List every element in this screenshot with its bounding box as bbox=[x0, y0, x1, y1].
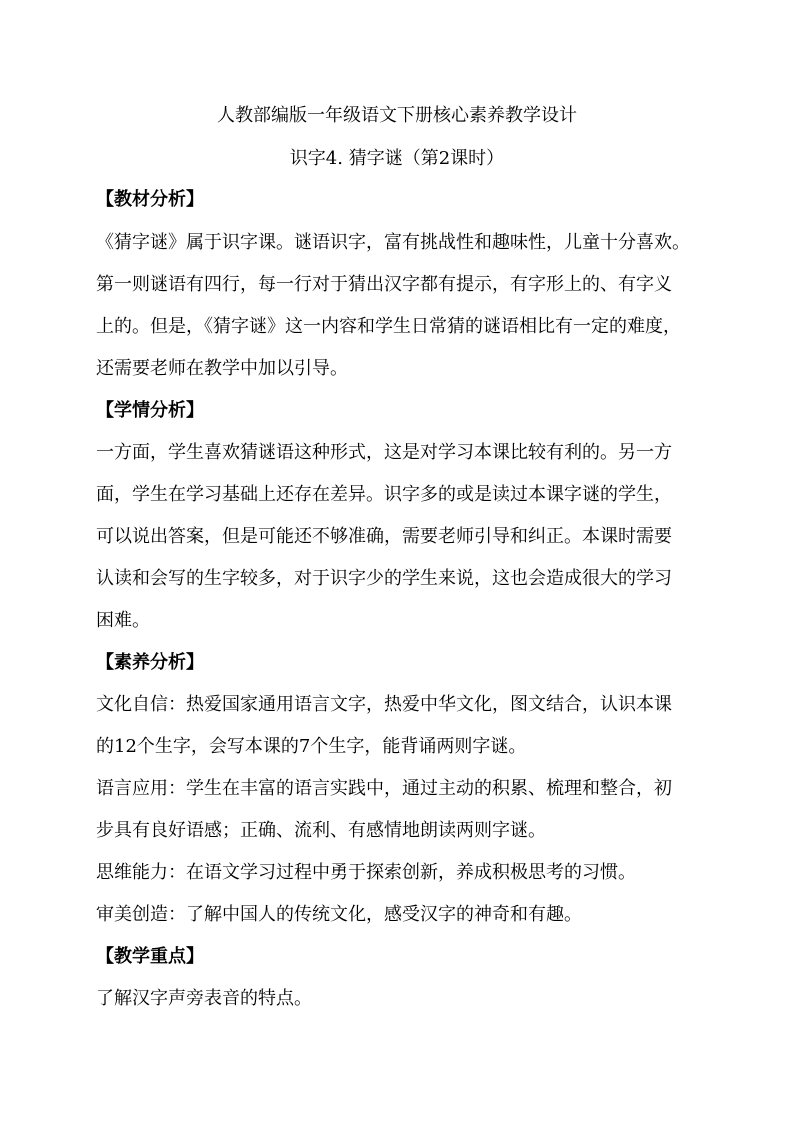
paragraph-line: 第一则谜语有四行，每一行对于猜出汉字都有提示，有字形上的、有字义 bbox=[96, 274, 672, 295]
paragraph-line: 《猜字谜》属于识字课。谜语识字，富有挑战性和趣味性，儿童十分喜欢。 bbox=[96, 232, 690, 253]
paragraph-line: 语言应用：学生在丰富的语言实践中，通过主动的积累、梳理和整合，初 bbox=[96, 778, 672, 799]
section-heading-teaching-focus: 【教学重点】 bbox=[96, 946, 204, 967]
section-heading-textbook-analysis: 【教材分析】 bbox=[96, 189, 204, 210]
paragraph-line: 审美创造：了解中国人的传统文化，感受汉字的神奇和有趣。 bbox=[96, 904, 582, 925]
paragraph-line: 可以说出答案，但是可能还不够准确，需要老师引导和纠正。本课时需要 bbox=[96, 526, 672, 547]
paragraph-line: 的12个生字，会写本课的7个生字，能背诵两则字谜。 bbox=[96, 736, 527, 757]
paragraph-line: 上的。但是，《猜字谜》这一内容和学生日常猜的谜语相比有一定的难度， bbox=[96, 316, 681, 337]
paragraph-line: 还需要老师在教学中加以引导。 bbox=[96, 358, 348, 379]
section-heading-literacy-analysis: 【素养分析】 bbox=[96, 652, 204, 673]
paragraph-line: 思维能力：在语文学习过程中勇于探索创新，养成积极思考的习惯。 bbox=[96, 862, 636, 883]
paragraph-line: 文化自信：热爱国家通用语言文字，热爱中华文化，图文结合，认识本课 bbox=[96, 694, 672, 715]
paragraph-line: 认读和会写的生字较多，对于识字少的学生来说，这也会造成很大的学习 bbox=[96, 568, 672, 589]
document-title: 人教部编版一年级语文下册核心素养教学设计 bbox=[217, 105, 577, 126]
paragraph-line: 一方面，学生喜欢猜谜语这种形式，这是对学习本课比较有利的。另一方 bbox=[96, 442, 672, 463]
lesson-subtitle: 识字4. 猜字谜（第2课时） bbox=[289, 148, 505, 169]
paragraph-line: 了解汉字声旁表音的特点。 bbox=[96, 988, 312, 1009]
section-heading-learner-analysis: 【学情分析】 bbox=[96, 400, 204, 421]
paragraph-line: 困难。 bbox=[96, 610, 150, 631]
paragraph-line: 面，学生在学习基础上还存在差异。识字多的或是读过本课字谜的学生， bbox=[96, 484, 672, 505]
paragraph-line: 步具有良好语感；正确、流利、有感情地朗读两则字谜。 bbox=[96, 820, 546, 841]
